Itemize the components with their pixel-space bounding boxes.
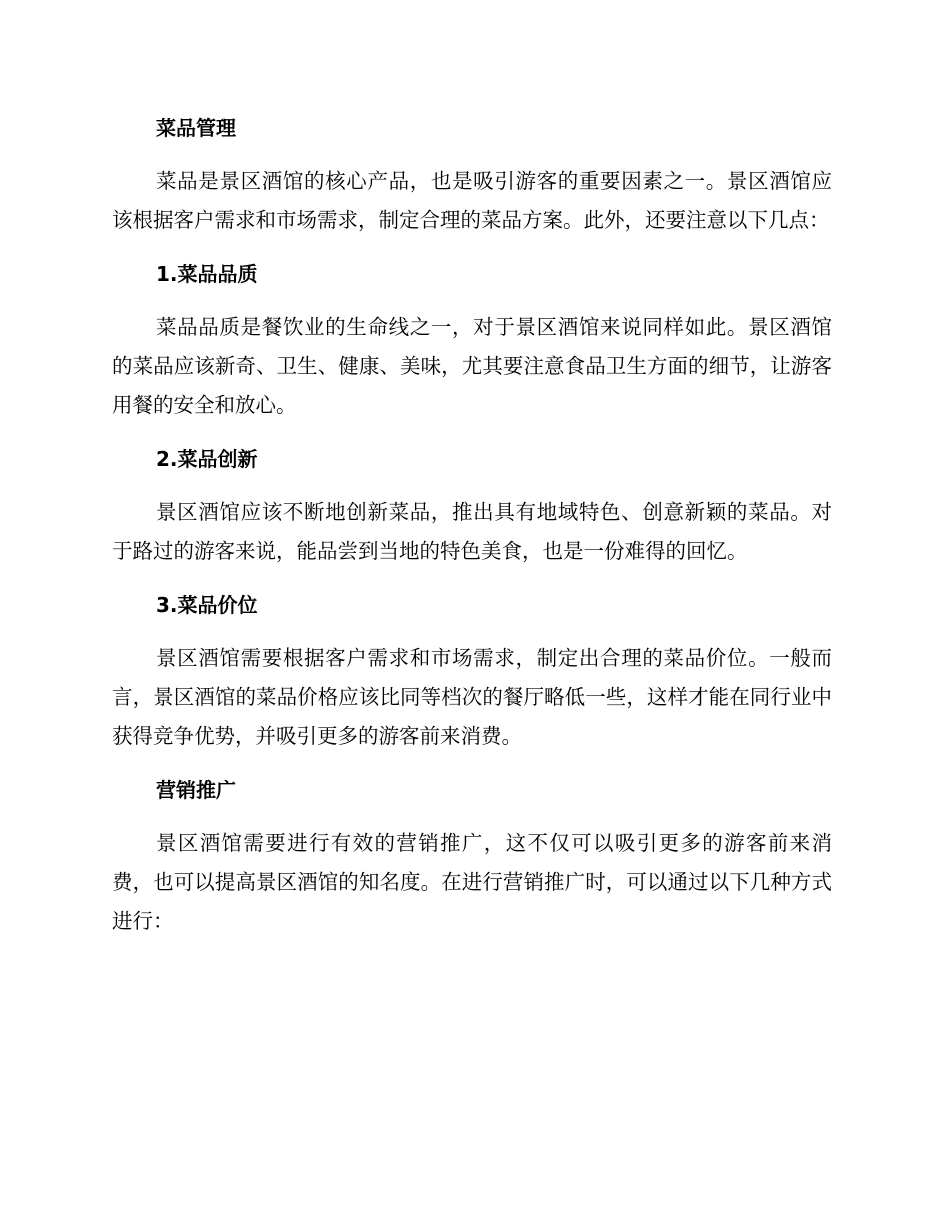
section-heading-dish-innovation: 2.菜品创新	[156, 447, 258, 471]
section-paragraph-dish-innovation: 景区酒馆应该不断地创新菜品，推出具有地域特色、创意新颖的菜品。对于路过的游客来说，能品尝到当地的特色美食，也是一份难得的回忆。	[112, 500, 832, 563]
section-paragraph-dish-management: 菜品是景区酒馆的核心产品，也是吸引游客的重要因素之一。景区酒馆应该根据客户需求和市场需求，制定合理的菜品方案。此外，还要注意以下几点：	[112, 169, 832, 232]
section-paragraph-dish-quality: 菜品品质是餐饮业的生命线之一，对于景区酒馆来说同样如此。景区酒馆的菜品应该新奇、卫生、健康、美味，尤其要注意食品卫生方面的细节，让游客用餐的安全和放心。	[112, 315, 832, 417]
section-paragraph-marketing: 景区酒馆需要进行有效的营销推广，这不仅可以吸引更多的游客前来消费，也可以提高景区酒馆的知名度。在进行营销推广时，可以通过以下几种方式进行：	[112, 831, 832, 933]
section-paragraph-dish-pricing: 景区酒馆需要根据客户需求和市场需求，制定出合理的菜品价位。一般而言，景区酒馆的菜品价格应该比同等档次的餐厅略低一些，这样才能在同行业中获得竞争优势，并吸引更多的游客前来消费。	[112, 646, 832, 748]
section-heading-marketing: 营销推广	[156, 778, 236, 802]
section-heading-dish-management: 菜品管理	[156, 116, 236, 140]
section-heading-dish-pricing: 3.菜品价位	[156, 593, 258, 617]
document-page	[112, 108, 832, 941]
section-heading-dish-quality: 1.菜品品质	[156, 262, 258, 286]
